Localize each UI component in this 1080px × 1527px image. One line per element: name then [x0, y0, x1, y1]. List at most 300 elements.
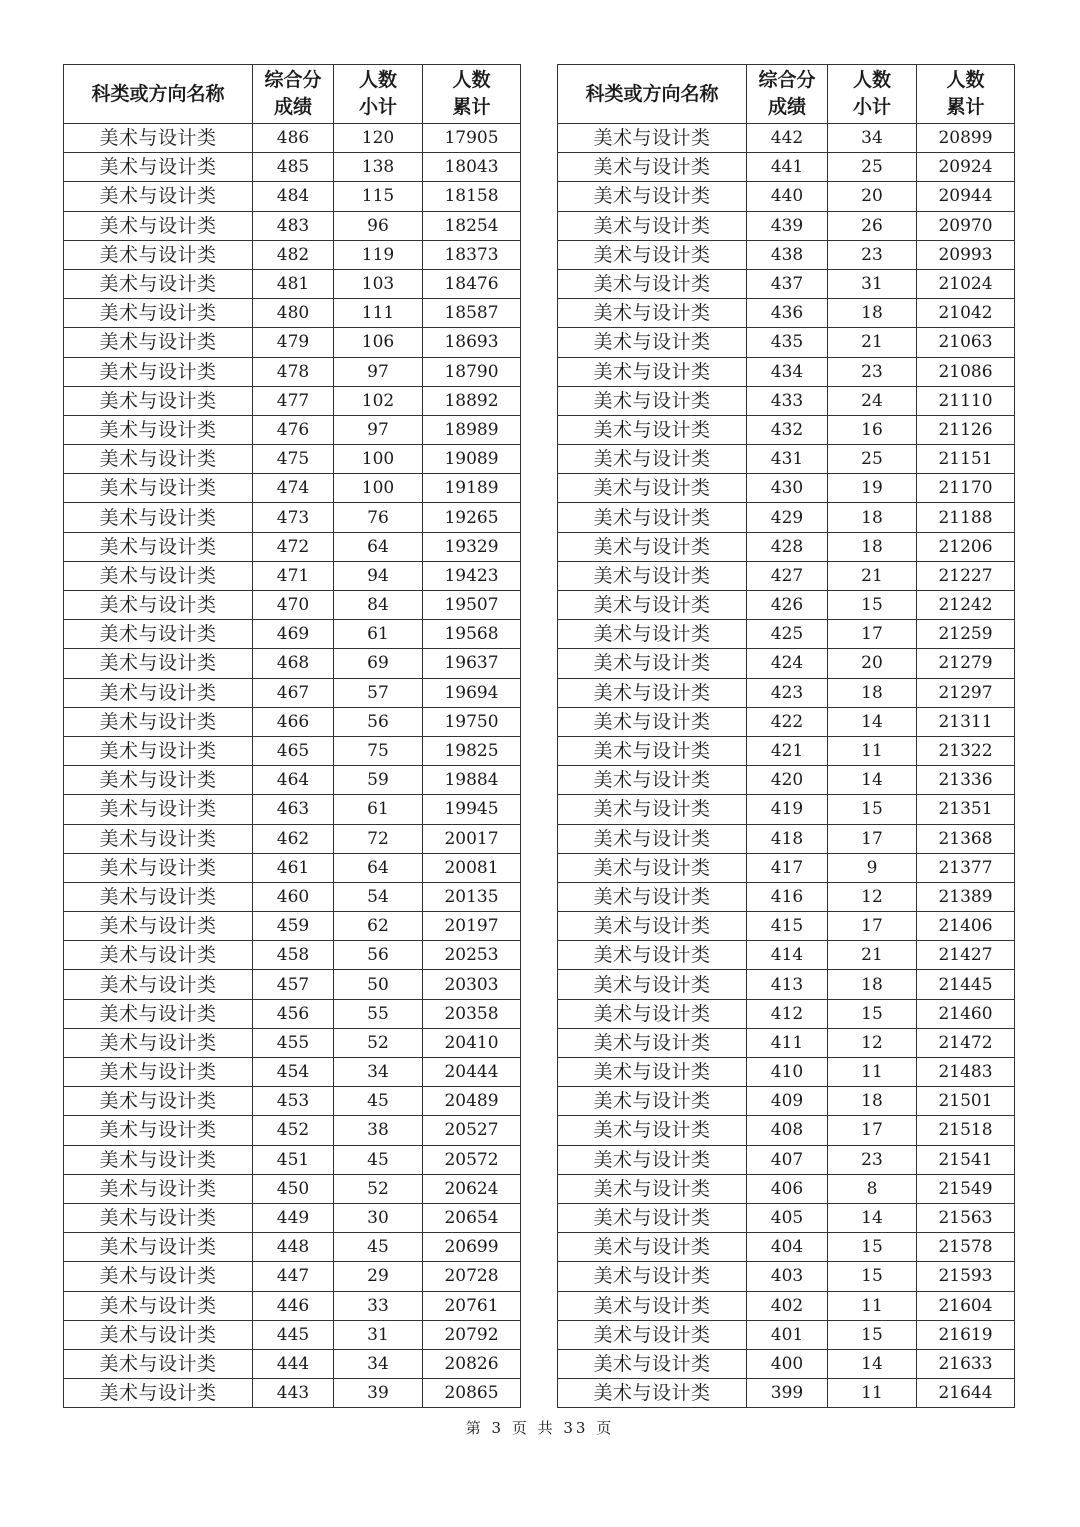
- table-row: [64, 240, 521, 269]
- table-row: [64, 1058, 521, 1087]
- cell-category: 美术与设计类: [558, 795, 747, 824]
- cell-cumulative: 20993: [917, 240, 1015, 269]
- header-cumulative-line2: 累计: [946, 96, 985, 118]
- cell-category: 美术与设计类: [558, 620, 747, 649]
- cell-subtotal: 55: [334, 999, 423, 1028]
- cell-score: 444: [253, 1349, 334, 1378]
- table-row: [64, 1145, 521, 1174]
- cell-category: 美术与设计类: [64, 766, 253, 795]
- cell-score: 483: [253, 211, 334, 240]
- cell-category: 美术与设计类: [64, 941, 253, 970]
- cell-score: 413: [747, 970, 828, 999]
- cell-cumulative: 21297: [917, 678, 1015, 707]
- table-row: [64, 386, 521, 415]
- cell-subtotal: 14: [828, 1349, 917, 1378]
- cell-cumulative: 19423: [423, 561, 521, 590]
- cell-score: 405: [747, 1203, 828, 1232]
- cell-subtotal: 18: [828, 1087, 917, 1116]
- cell-subtotal: 103: [334, 269, 423, 298]
- cell-score: 448: [253, 1233, 334, 1262]
- cell-cumulative: 21279: [917, 649, 1015, 678]
- cell-cumulative: 21445: [917, 970, 1015, 999]
- cell-subtotal: 23: [828, 357, 917, 386]
- table-row: [64, 503, 521, 532]
- table-row: [64, 415, 521, 444]
- cell-subtotal: 14: [828, 707, 917, 736]
- table-row: [558, 795, 1015, 824]
- cell-subtotal: 34: [334, 1349, 423, 1378]
- cell-subtotal: 17: [828, 620, 917, 649]
- table-row: [558, 357, 1015, 386]
- cell-category: 美术与设计类: [64, 1320, 253, 1349]
- cell-subtotal: 115: [334, 182, 423, 211]
- cell-cumulative: 19329: [423, 532, 521, 561]
- cell-cumulative: 21024: [917, 269, 1015, 298]
- cell-subtotal: 8: [828, 1174, 917, 1203]
- table-row: [558, 1028, 1015, 1057]
- cell-category: 美术与设计类: [558, 999, 747, 1028]
- cell-score: 400: [747, 1349, 828, 1378]
- cell-cumulative: 20944: [917, 182, 1015, 211]
- cell-cumulative: 21518: [917, 1116, 1015, 1145]
- cell-cumulative: 21227: [917, 561, 1015, 590]
- cell-score: 478: [253, 357, 334, 386]
- cell-category: 美术与设计类: [64, 1058, 253, 1087]
- cell-cumulative: 21322: [917, 736, 1015, 765]
- header-cumulative-line1: 人数: [452, 69, 491, 91]
- cell-subtotal: 96: [334, 211, 423, 240]
- cell-subtotal: 50: [334, 970, 423, 999]
- cell-cumulative: 20410: [423, 1028, 521, 1057]
- cell-subtotal: 69: [334, 649, 423, 678]
- header-category: 科类或方向名称: [558, 65, 747, 124]
- table-row: [64, 124, 521, 153]
- cell-subtotal: 102: [334, 386, 423, 415]
- cell-score: 441: [747, 153, 828, 182]
- table-row: [64, 1349, 521, 1378]
- header-subtotal: [334, 65, 423, 124]
- cell-score: 420: [747, 766, 828, 795]
- table-row: [558, 386, 1015, 415]
- cell-score: 410: [747, 1058, 828, 1087]
- cell-category: 美术与设计类: [558, 357, 747, 386]
- table-header-row: [64, 65, 521, 124]
- cell-subtotal: 75: [334, 736, 423, 765]
- cell-cumulative: 20253: [423, 941, 521, 970]
- cell-category: 美术与设计类: [64, 299, 253, 328]
- cell-category: 美术与设计类: [558, 1349, 747, 1378]
- cell-score: 399: [747, 1379, 828, 1408]
- cell-category: 美术与设计类: [64, 1262, 253, 1291]
- cell-subtotal: 11: [828, 1379, 917, 1408]
- table-row: [558, 912, 1015, 941]
- table-row: [64, 1233, 521, 1262]
- cell-score: 468: [253, 649, 334, 678]
- cell-category: 美术与设计类: [558, 153, 747, 182]
- cell-cumulative: 19507: [423, 591, 521, 620]
- table-row: [558, 882, 1015, 911]
- table-row: [558, 824, 1015, 853]
- cell-subtotal: 21: [828, 941, 917, 970]
- header-score-line2: 成绩: [767, 96, 806, 118]
- cell-category: 美术与设计类: [64, 445, 253, 474]
- cell-cumulative: 19825: [423, 736, 521, 765]
- table-row: [64, 766, 521, 795]
- cell-category: 美术与设计类: [558, 240, 747, 269]
- cell-score: 401: [747, 1320, 828, 1349]
- cell-category: 美术与设计类: [64, 503, 253, 532]
- cell-cumulative: 19750: [423, 707, 521, 736]
- cell-subtotal: 25: [828, 153, 917, 182]
- cell-cumulative: 21472: [917, 1028, 1015, 1057]
- cell-cumulative: 20444: [423, 1058, 521, 1087]
- table-row: [64, 1262, 521, 1291]
- cell-score: 439: [747, 211, 828, 240]
- header-subtotal-line2: 小计: [852, 96, 891, 118]
- cell-category: 美术与设计类: [558, 1028, 747, 1057]
- cell-subtotal: 72: [334, 824, 423, 853]
- cell-subtotal: 64: [334, 853, 423, 882]
- cell-score: 486: [253, 124, 334, 153]
- cell-subtotal: 52: [334, 1028, 423, 1057]
- cell-subtotal: 97: [334, 415, 423, 444]
- cell-category: 美术与设计类: [558, 1145, 747, 1174]
- header-subtotal-line1: 人数: [358, 69, 397, 91]
- cell-score: 440: [747, 182, 828, 211]
- cell-cumulative: 20624: [423, 1174, 521, 1203]
- table-row: [558, 707, 1015, 736]
- table-row: [64, 1203, 521, 1232]
- cell-category: 美术与设计类: [558, 474, 747, 503]
- cell-category: 美术与设计类: [64, 357, 253, 386]
- cell-subtotal: 29: [334, 1262, 423, 1291]
- table-row: [64, 736, 521, 765]
- cell-subtotal: 18: [828, 532, 917, 561]
- cell-score: 479: [253, 328, 334, 357]
- cell-subtotal: 100: [334, 474, 423, 503]
- cell-category: 美术与设计类: [558, 766, 747, 795]
- cell-score: 424: [747, 649, 828, 678]
- cell-cumulative: 21242: [917, 591, 1015, 620]
- cell-cumulative: 19089: [423, 445, 521, 474]
- cell-cumulative: 21151: [917, 445, 1015, 474]
- table-row: [558, 1379, 1015, 1408]
- cell-subtotal: 100: [334, 445, 423, 474]
- cell-category: 美术与设计类: [64, 1174, 253, 1203]
- table-body-left: [64, 124, 521, 1408]
- cell-category: 美术与设计类: [558, 561, 747, 590]
- table-row: [558, 1116, 1015, 1145]
- cell-category: 美术与设计类: [558, 1320, 747, 1349]
- cell-subtotal: 30: [334, 1203, 423, 1232]
- cell-score: 461: [253, 853, 334, 882]
- table-row: [64, 1087, 521, 1116]
- cell-subtotal: 17: [828, 824, 917, 853]
- cell-score: 449: [253, 1203, 334, 1232]
- cell-subtotal: 45: [334, 1233, 423, 1262]
- cell-score: 442: [747, 124, 828, 153]
- table-row: [558, 649, 1015, 678]
- cell-cumulative: 21063: [917, 328, 1015, 357]
- table-row: [64, 1320, 521, 1349]
- cell-score: 471: [253, 561, 334, 590]
- cell-subtotal: 15: [828, 1262, 917, 1291]
- cell-category: 美术与设计类: [64, 970, 253, 999]
- cell-cumulative: 20197: [423, 912, 521, 941]
- table-row: [64, 824, 521, 853]
- table-row: [558, 474, 1015, 503]
- cell-category: 美术与设计类: [64, 269, 253, 298]
- cell-category: 美术与设计类: [64, 1145, 253, 1174]
- cell-subtotal: 120: [334, 124, 423, 153]
- table-row: [558, 269, 1015, 298]
- table-row: [64, 1116, 521, 1145]
- cell-cumulative: 21501: [917, 1087, 1015, 1116]
- cell-category: 美术与设计类: [558, 649, 747, 678]
- cell-subtotal: 24: [828, 386, 917, 415]
- cell-category: 美术与设计类: [64, 561, 253, 590]
- table-row: [64, 970, 521, 999]
- cell-category: 美术与设计类: [558, 1262, 747, 1291]
- cell-cumulative: 18373: [423, 240, 521, 269]
- cell-subtotal: 16: [828, 415, 917, 444]
- table-row: [558, 211, 1015, 240]
- cell-category: 美术与设计类: [64, 707, 253, 736]
- cell-score: 484: [253, 182, 334, 211]
- cell-category: 美术与设计类: [64, 1028, 253, 1057]
- cell-category: 美术与设计类: [558, 1233, 747, 1262]
- cell-score: 455: [253, 1028, 334, 1057]
- cell-category: 美术与设计类: [64, 824, 253, 853]
- cell-score: 432: [747, 415, 828, 444]
- cell-subtotal: 34: [334, 1058, 423, 1087]
- cell-score: 466: [253, 707, 334, 736]
- table-row: [64, 445, 521, 474]
- cell-category: 美术与设计类: [64, 1203, 253, 1232]
- table-row: [64, 649, 521, 678]
- cell-category: 美术与设计类: [64, 736, 253, 765]
- table-row: [64, 211, 521, 240]
- cell-subtotal: 26: [828, 211, 917, 240]
- table-row: [558, 124, 1015, 153]
- cell-subtotal: 9: [828, 853, 917, 882]
- cell-cumulative: 18587: [423, 299, 521, 328]
- table-row: [558, 941, 1015, 970]
- cell-score: 422: [747, 707, 828, 736]
- score-table-left: [63, 64, 521, 1408]
- cell-cumulative: 20970: [917, 211, 1015, 240]
- cell-cumulative: 20358: [423, 999, 521, 1028]
- cell-cumulative: 21336: [917, 766, 1015, 795]
- table-row: [64, 328, 521, 357]
- cell-cumulative: 21368: [917, 824, 1015, 853]
- cell-subtotal: 138: [334, 153, 423, 182]
- cell-category: 美术与设计类: [558, 941, 747, 970]
- table-row: [64, 269, 521, 298]
- cell-score: 428: [747, 532, 828, 561]
- cell-score: 417: [747, 853, 828, 882]
- cell-subtotal: 15: [828, 591, 917, 620]
- cell-subtotal: 11: [828, 736, 917, 765]
- cell-subtotal: 111: [334, 299, 423, 328]
- cell-cumulative: 21427: [917, 941, 1015, 970]
- table-row: [64, 620, 521, 649]
- header-score: [253, 65, 334, 124]
- cell-score: 454: [253, 1058, 334, 1087]
- cell-category: 美术与设计类: [558, 328, 747, 357]
- cell-score: 475: [253, 445, 334, 474]
- table-row: [558, 853, 1015, 882]
- cell-category: 美术与设计类: [558, 970, 747, 999]
- header-subtotal-line2: 小计: [358, 96, 397, 118]
- cell-score: 407: [747, 1145, 828, 1174]
- cell-score: 412: [747, 999, 828, 1028]
- cell-cumulative: 21406: [917, 912, 1015, 941]
- table-row: [558, 999, 1015, 1028]
- cell-category: 美术与设计类: [558, 736, 747, 765]
- cell-cumulative: 20792: [423, 1320, 521, 1349]
- cell-category: 美术与设计类: [558, 912, 747, 941]
- cell-subtotal: 18: [828, 970, 917, 999]
- cell-cumulative: 18790: [423, 357, 521, 386]
- cell-cumulative: 21126: [917, 415, 1015, 444]
- cell-cumulative: 21549: [917, 1174, 1015, 1203]
- cell-cumulative: 19884: [423, 766, 521, 795]
- cell-category: 美术与设计类: [558, 269, 747, 298]
- cell-subtotal: 23: [828, 240, 917, 269]
- table-row: [64, 999, 521, 1028]
- cell-score: 464: [253, 766, 334, 795]
- cell-subtotal: 18: [828, 503, 917, 532]
- table-row: [64, 474, 521, 503]
- cell-cumulative: 20489: [423, 1087, 521, 1116]
- cell-category: 美术与设计类: [64, 999, 253, 1028]
- cell-score: 418: [747, 824, 828, 853]
- cell-score: 469: [253, 620, 334, 649]
- cell-score: 458: [253, 941, 334, 970]
- cell-score: 485: [253, 153, 334, 182]
- cell-score: 433: [747, 386, 828, 415]
- table-row: [558, 591, 1015, 620]
- cell-score: 416: [747, 882, 828, 911]
- cell-category: 美术与设计类: [64, 124, 253, 153]
- table-row: [64, 1174, 521, 1203]
- cell-score: 457: [253, 970, 334, 999]
- table-row: [558, 1203, 1015, 1232]
- header-cumulative: [423, 65, 521, 124]
- cell-category: 美术与设计类: [64, 1379, 253, 1408]
- cell-cumulative: 19568: [423, 620, 521, 649]
- cell-score: 434: [747, 357, 828, 386]
- cell-subtotal: 15: [828, 795, 917, 824]
- cell-cumulative: 20017: [423, 824, 521, 853]
- cell-subtotal: 76: [334, 503, 423, 532]
- header-score: [747, 65, 828, 124]
- cell-category: 美术与设计类: [558, 445, 747, 474]
- header-score-line1: 综合分: [264, 69, 322, 91]
- table-row: [558, 153, 1015, 182]
- cell-cumulative: 20303: [423, 970, 521, 999]
- header-category: 科类或方向名称: [64, 65, 253, 124]
- cell-score: 443: [253, 1379, 334, 1408]
- cell-score: 481: [253, 269, 334, 298]
- cell-subtotal: 23: [828, 1145, 917, 1174]
- cell-cumulative: 20654: [423, 1203, 521, 1232]
- cell-cumulative: 19189: [423, 474, 521, 503]
- table-row: [558, 182, 1015, 211]
- cell-subtotal: 15: [828, 999, 917, 1028]
- header-subtotal-line1: 人数: [852, 69, 891, 91]
- cell-score: 447: [253, 1262, 334, 1291]
- cell-cumulative: 20924: [917, 153, 1015, 182]
- cell-cumulative: 17905: [423, 124, 521, 153]
- cell-subtotal: 12: [828, 882, 917, 911]
- cell-cumulative: 18892: [423, 386, 521, 415]
- cell-subtotal: 61: [334, 620, 423, 649]
- cell-subtotal: 14: [828, 1203, 917, 1232]
- cell-category: 美术与设计类: [64, 474, 253, 503]
- cell-score: 408: [747, 1116, 828, 1145]
- table-row: [558, 1174, 1015, 1203]
- table-row: [64, 532, 521, 561]
- cell-category: 美术与设计类: [558, 1291, 747, 1320]
- cell-cumulative: 21206: [917, 532, 1015, 561]
- cell-score: 460: [253, 882, 334, 911]
- cell-cumulative: 18158: [423, 182, 521, 211]
- cell-score: 462: [253, 824, 334, 853]
- cell-subtotal: 64: [334, 532, 423, 561]
- cell-subtotal: 106: [334, 328, 423, 357]
- cell-subtotal: 57: [334, 678, 423, 707]
- cell-score: 425: [747, 620, 828, 649]
- cell-category: 美术与设计类: [64, 532, 253, 561]
- page-footer: 第 3 页 共 33 页: [465, 1419, 615, 1437]
- cell-score: 459: [253, 912, 334, 941]
- cell-subtotal: 21: [828, 328, 917, 357]
- cell-cumulative: 18693: [423, 328, 521, 357]
- cell-score: 402: [747, 1291, 828, 1320]
- table-row: [64, 1379, 521, 1408]
- cell-cumulative: 21563: [917, 1203, 1015, 1232]
- cell-score: 453: [253, 1087, 334, 1116]
- cell-category: 美术与设计类: [64, 211, 253, 240]
- cell-score: 419: [747, 795, 828, 824]
- cell-subtotal: 15: [828, 1233, 917, 1262]
- table-row: [558, 1145, 1015, 1174]
- cell-category: 美术与设计类: [64, 1116, 253, 1145]
- cell-cumulative: 21377: [917, 853, 1015, 882]
- cell-subtotal: 33: [334, 1291, 423, 1320]
- cell-subtotal: 45: [334, 1145, 423, 1174]
- table-row: [558, 415, 1015, 444]
- cell-category: 美术与设计类: [64, 1087, 253, 1116]
- cell-cumulative: 19945: [423, 795, 521, 824]
- table-row: [558, 561, 1015, 590]
- cell-category: 美术与设计类: [558, 1087, 747, 1116]
- cell-subtotal: 25: [828, 445, 917, 474]
- cell-subtotal: 17: [828, 1116, 917, 1145]
- cell-cumulative: 21259: [917, 620, 1015, 649]
- cell-subtotal: 11: [828, 1291, 917, 1320]
- cell-cumulative: 18043: [423, 153, 521, 182]
- cell-category: 美术与设计类: [64, 1233, 253, 1262]
- cell-category: 美术与设计类: [558, 1379, 747, 1408]
- cell-cumulative: 21351: [917, 795, 1015, 824]
- cell-category: 美术与设计类: [64, 1349, 253, 1378]
- table-row: [558, 445, 1015, 474]
- cell-cumulative: 19694: [423, 678, 521, 707]
- cell-cumulative: 21170: [917, 474, 1015, 503]
